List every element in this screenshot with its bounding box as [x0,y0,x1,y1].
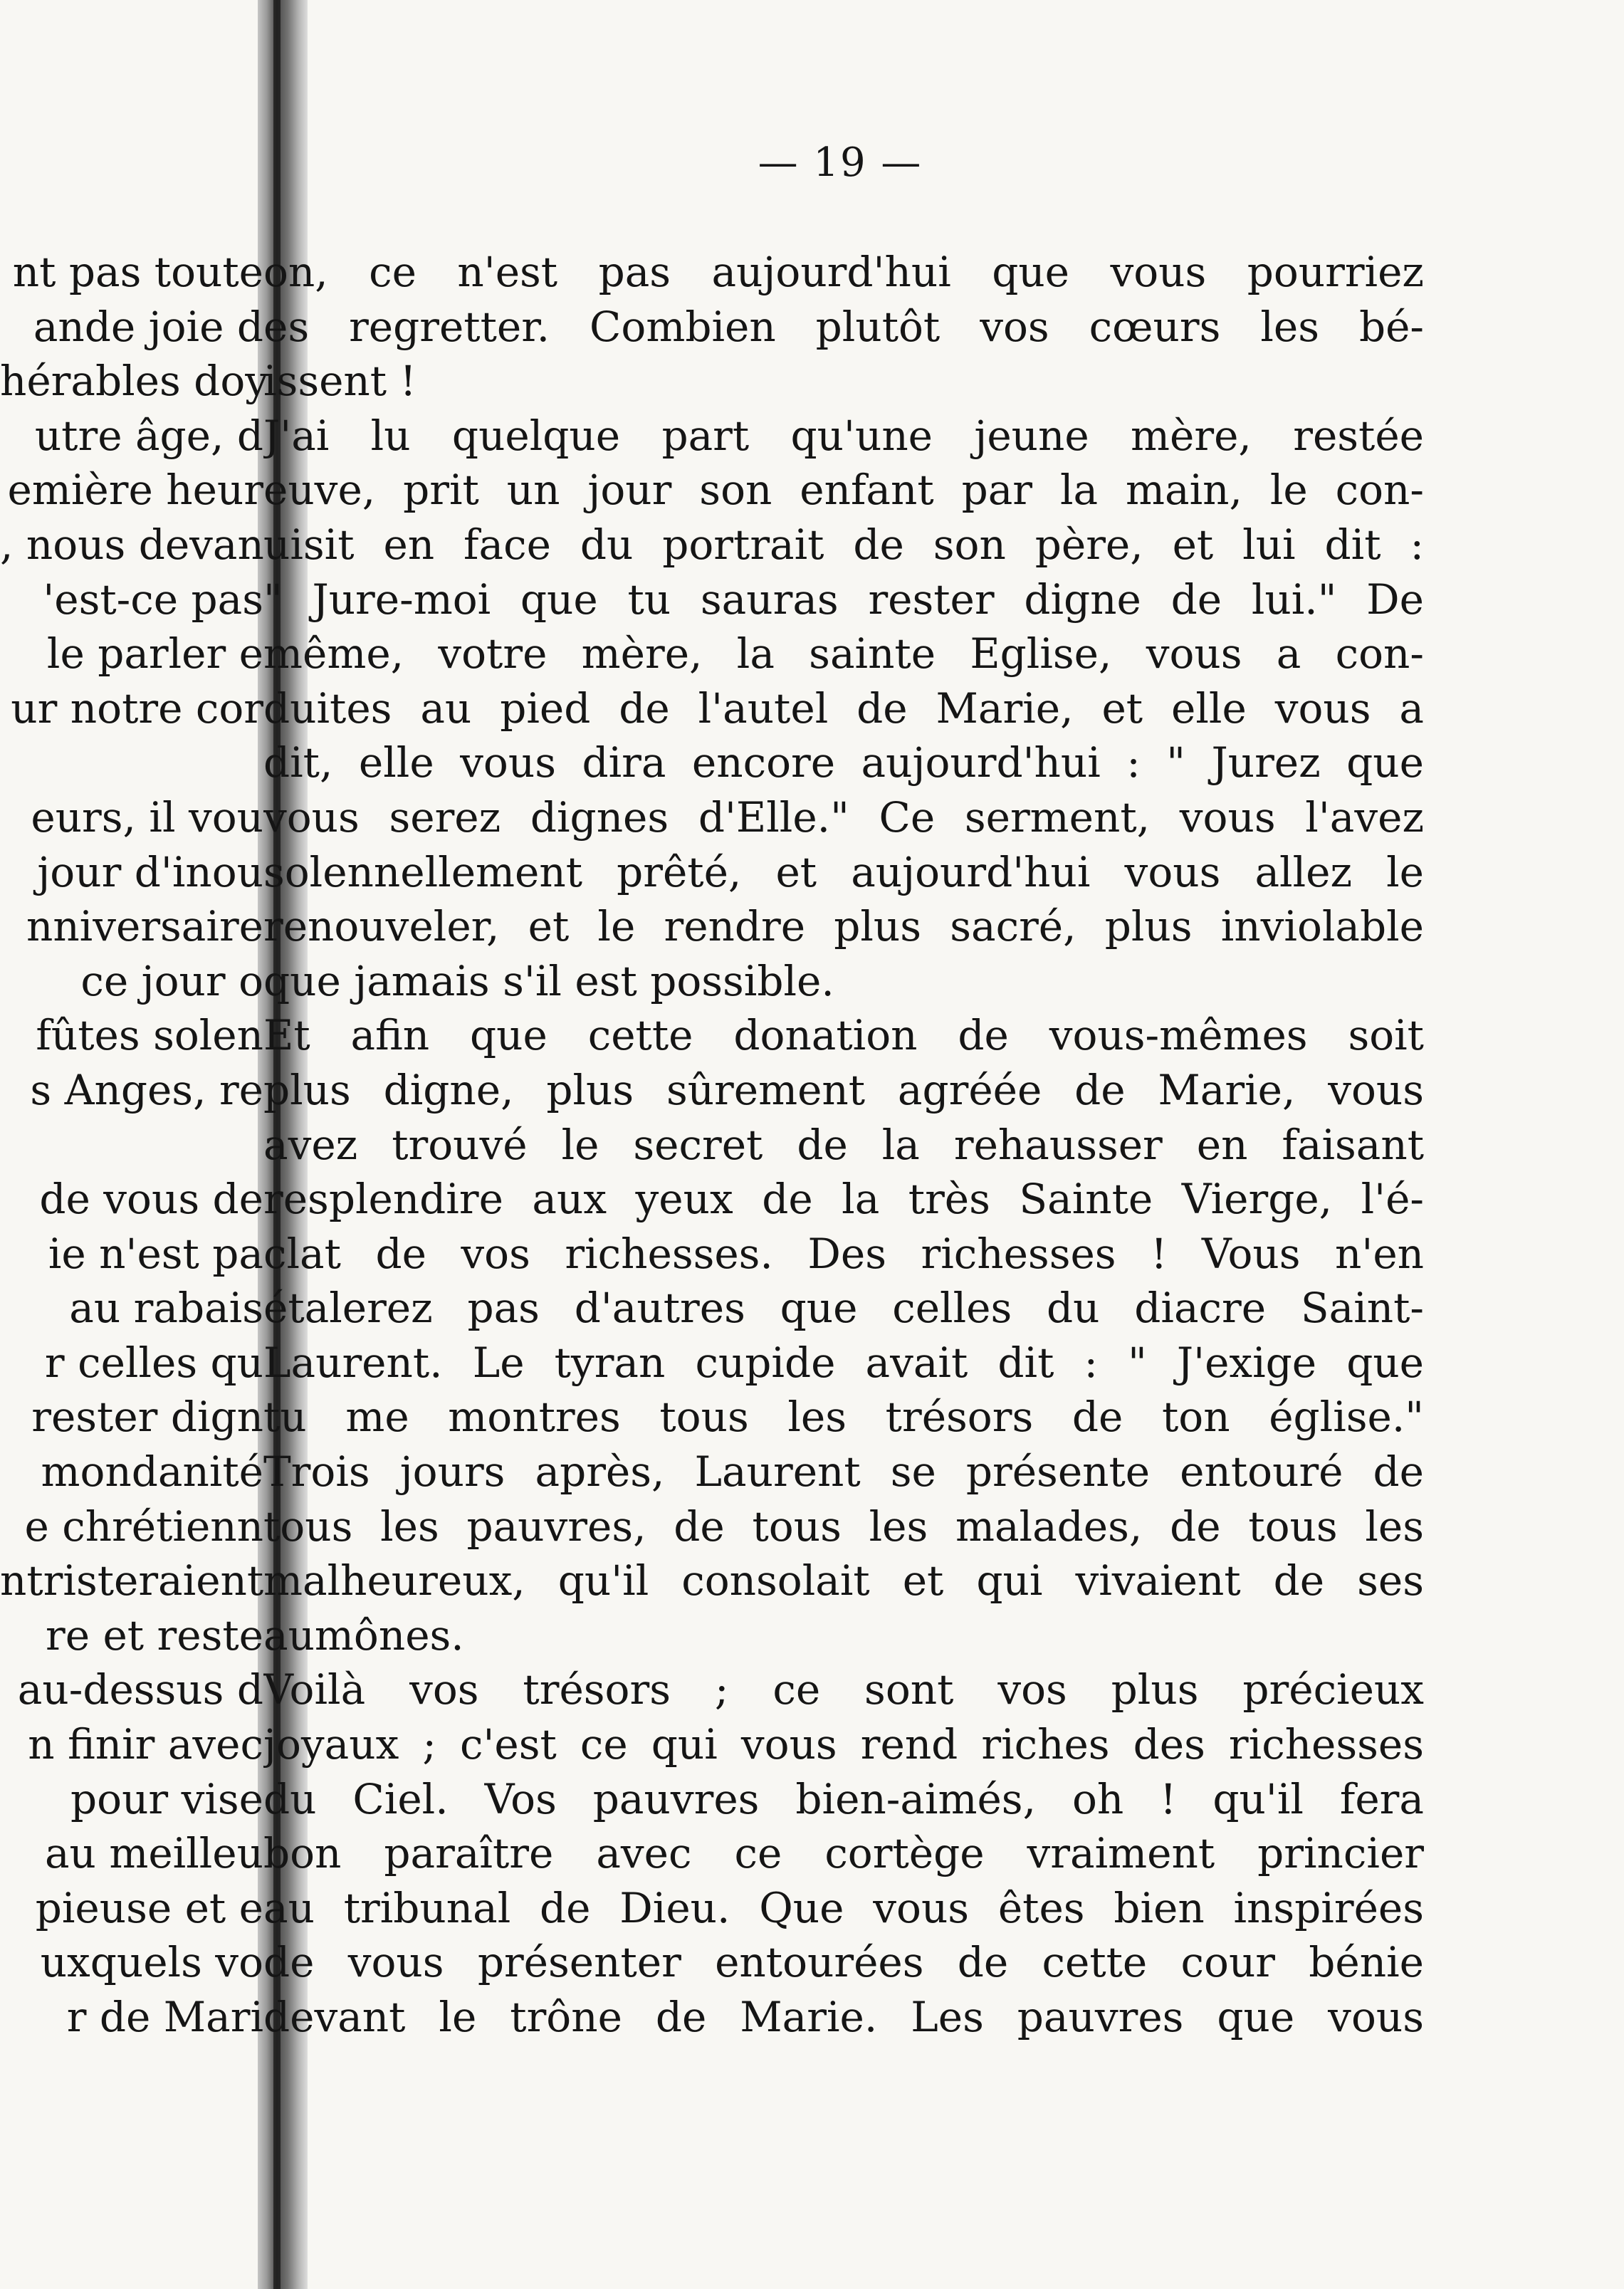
right-text-line: tu me montres tous les trésors de ton église." [263,1393,1424,1442]
right-text-line: " Jure-moi que tu sauras rester digne de lui." De [263,575,1424,624]
left-text-line: e chrétienn [24,1502,263,1551]
right-text-line: malheureux, qu'il consolait et qui vivaient de ses [263,1556,1424,1606]
right-text-line: euve, prit un jour son enfant par la main, le con- [263,466,1424,515]
left-text-line: s Anges, re [30,1065,263,1114]
right-text-line: même, votre mère, la sainte Eglise, vous a con- [263,629,1424,679]
right-text-line: Voilà vos trésors ; ce sont vos plus précieux [263,1665,1424,1714]
left-text-line: emière heur [7,466,263,515]
right-text-line: tous les pauvres, de tous les malades, de tous les [263,1502,1424,1551]
right-text-line: bon paraître avec ce cortège vraiment princier [263,1829,1424,1878]
left-text-line: fûtes solen [36,1011,263,1060]
right-text-line: vous serez dignes d'Elle." Ce serment, vous l'avez [263,792,1424,842]
right-text-line: avez trouvé le secret de la rehausser en faisant [263,1120,1424,1169]
right-text-line: de vous présenter entourées de cette cour bénie [263,1938,1424,1987]
left-text-line: re et reste [45,1610,263,1660]
right-text-line: solennellement prêté, et aujourd'hui vous allez le [263,847,1424,896]
right-text-line: étalerez pas d'autres que celles du diacre Saint- [263,1284,1424,1333]
right-text-line: plus digne, plus sûrement agréée de Marie, vous [263,1065,1424,1114]
right-text-line: aumônes. [263,1610,464,1660]
right-text-line: on, ce n'est pas aujourd'hui que vous pourriez [263,248,1424,296]
left-text-line: , nous devan [0,520,264,569]
left-text-line: ie n'est pa [48,1229,263,1278]
left-text-line [0,1118,271,1173]
left-text-line: nt pas toute [12,248,263,296]
right-text-line: renouveler, et le rendre plus sacré, plus inviolable [263,902,1424,951]
left-text-line: rester dign [31,1393,263,1442]
right-text-line: duites au pied de l'autel de Marie, et elle vous a [263,683,1424,733]
right-text-line: devant le trône de Marie. Les pauvres que vous [263,1993,1424,2041]
right-text-line: au tribunal de Dieu. Que vous êtes bien inspirées [263,1883,1424,1932]
left-text-line: ntristeraient [0,1556,264,1606]
right-text-line: joyaux ; c'est ce qui vous rend riches des richesses [263,1720,1424,1769]
right-text-line: uisit en face du portrait de son père, et lui dit : [263,520,1424,569]
left-text-line: au-dessus d [17,1665,263,1714]
left-text-line [0,735,271,790]
left-text-line: utre âge, d [34,411,263,460]
left-text-line: pieuse et e [35,1883,263,1932]
left-page-column [0,245,271,2045]
left-text-line: eurs, il vou [31,792,263,842]
left-text-line: n finir avec [28,1720,263,1769]
left-text-line: jour d'inou [37,847,263,896]
left-text-line: de vous de [39,1175,263,1224]
right-text-line: du Ciel. Vos pauvres bien-aimés, oh ! qu'il fera [263,1774,1424,1823]
left-text-line: ur notre cor [11,683,263,733]
left-text-line: au rabais [69,1284,263,1333]
left-text-line: uxquels vo [40,1938,263,1987]
left-text-line: ce jour o [80,956,263,1005]
right-text-line: es regretter. Combien plutôt vos cœurs les bé- [263,302,1424,351]
right-text-line: issent ! [263,357,417,406]
right-text-line: Et afin que cette donation de vous-mêmes soit [263,1011,1424,1060]
left-text-line: mondanité [41,1447,263,1497]
left-text-line: 'est-ce pas [43,575,263,624]
right-text-line: Trois jours après, Laurent se présente entouré de [263,1447,1424,1497]
left-text-line: nniversaire [26,902,263,951]
left-text-line: au meilleu [44,1829,263,1878]
right-page-column [263,245,1424,2045]
left-text-line: le parler e [46,629,263,679]
left-text-line: r celles qu [44,1338,263,1387]
right-text-line: J'ai lu quelque part qu'une jeune mère, restée [263,411,1424,460]
left-text-line: pour vise [70,1774,263,1823]
left-text-line: ande joie d [33,302,263,351]
left-text-line: r de Mari [66,1993,263,2041]
page-number: — 19 — [758,140,923,186]
right-text-line: Laurent. Le tyran cupide avait dit : " J'exige que [263,1338,1424,1387]
right-text-line: dit, elle vous dira encore aujourd'hui : " Jurez que [263,738,1424,787]
right-text-line: clat de vos richesses. Des richesses ! Vous n'en [263,1229,1424,1278]
left-text-line: hérables doy [0,357,268,406]
right-text-line: resplendire aux yeux de la très Sainte Vierge, l'é- [263,1175,1424,1224]
right-text-line: que jamais s'il est possible. [263,956,834,1005]
